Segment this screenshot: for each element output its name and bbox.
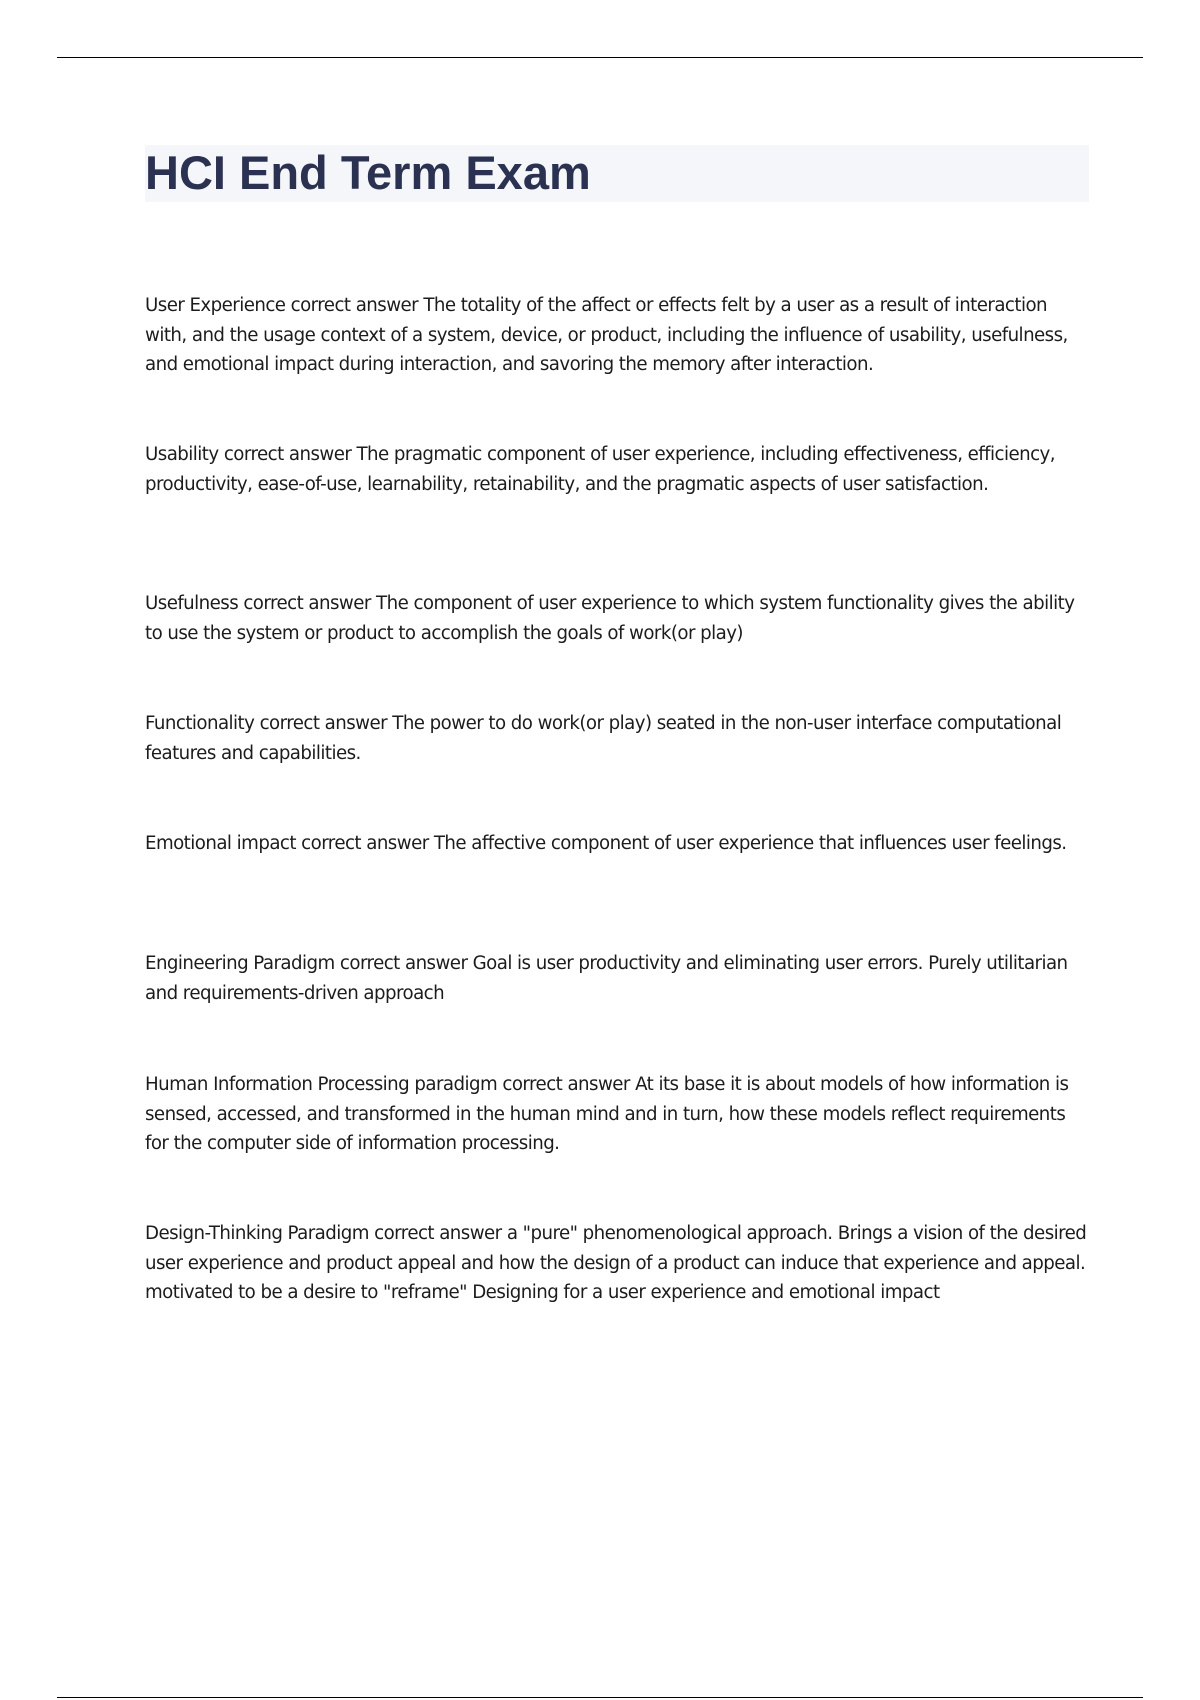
entry-functionality: Functionality correct answer The power to do work(or play) seated in the non-user interface computational features and capabilities. [145,713,1062,764]
bottom-rule [57,1697,1143,1698]
entry-usability: Usability correct answer The pragmatic component of user experience, including effectiveness, efficiency, productivity, ease-of-use, learnability, retainability, and the pragmatic aspects of user satisfaction. [145,444,1055,495]
entry-engineering-paradigm: Engineering Paradigm correct answer Goal is user productivity and eliminating user errors. Purely utilitarian and requirements-driven approach [145,953,1068,1004]
entry-user-experience: User Experience correct answer The totality of the affect or effects felt by a user as a result of interaction with, and the usage context of a system, device, or product, including the influence of usability, usefulness, and emotional impact during interaction, and savoring the memory after interaction. [145,295,1068,375]
title-banner [145,145,1089,202]
entry-human-information-processing: Human Information Processing paradigm correct answer At its base it is about models of how information is sensed, accessed, and transformed in the human mind and in turn, how these models reflect requirements for the computer side of information processing. [145,1074,1069,1154]
entry-design-thinking-paradigm: Design-Thinking Paradigm correct answer a "pure" phenomenological approach. Brings a vision of the desired user experience and product appeal and how the design of a product can induce that experience and appeal. motivated to be a desire to "reframe" Designing for a user experience and emotional impact [145,1223,1087,1303]
entry-emotional-impact: Emotional impact correct answer The affective component of user experience that influences user feelings. [145,833,1067,854]
top-rule [57,57,1143,58]
page-title: HCI End Term Exam [145,146,591,199]
entry-usefulness: Usefulness correct answer The component of user experience to which system functionality gives the ability to use the system or product to accomplish the goals of work(or play) [145,593,1075,644]
